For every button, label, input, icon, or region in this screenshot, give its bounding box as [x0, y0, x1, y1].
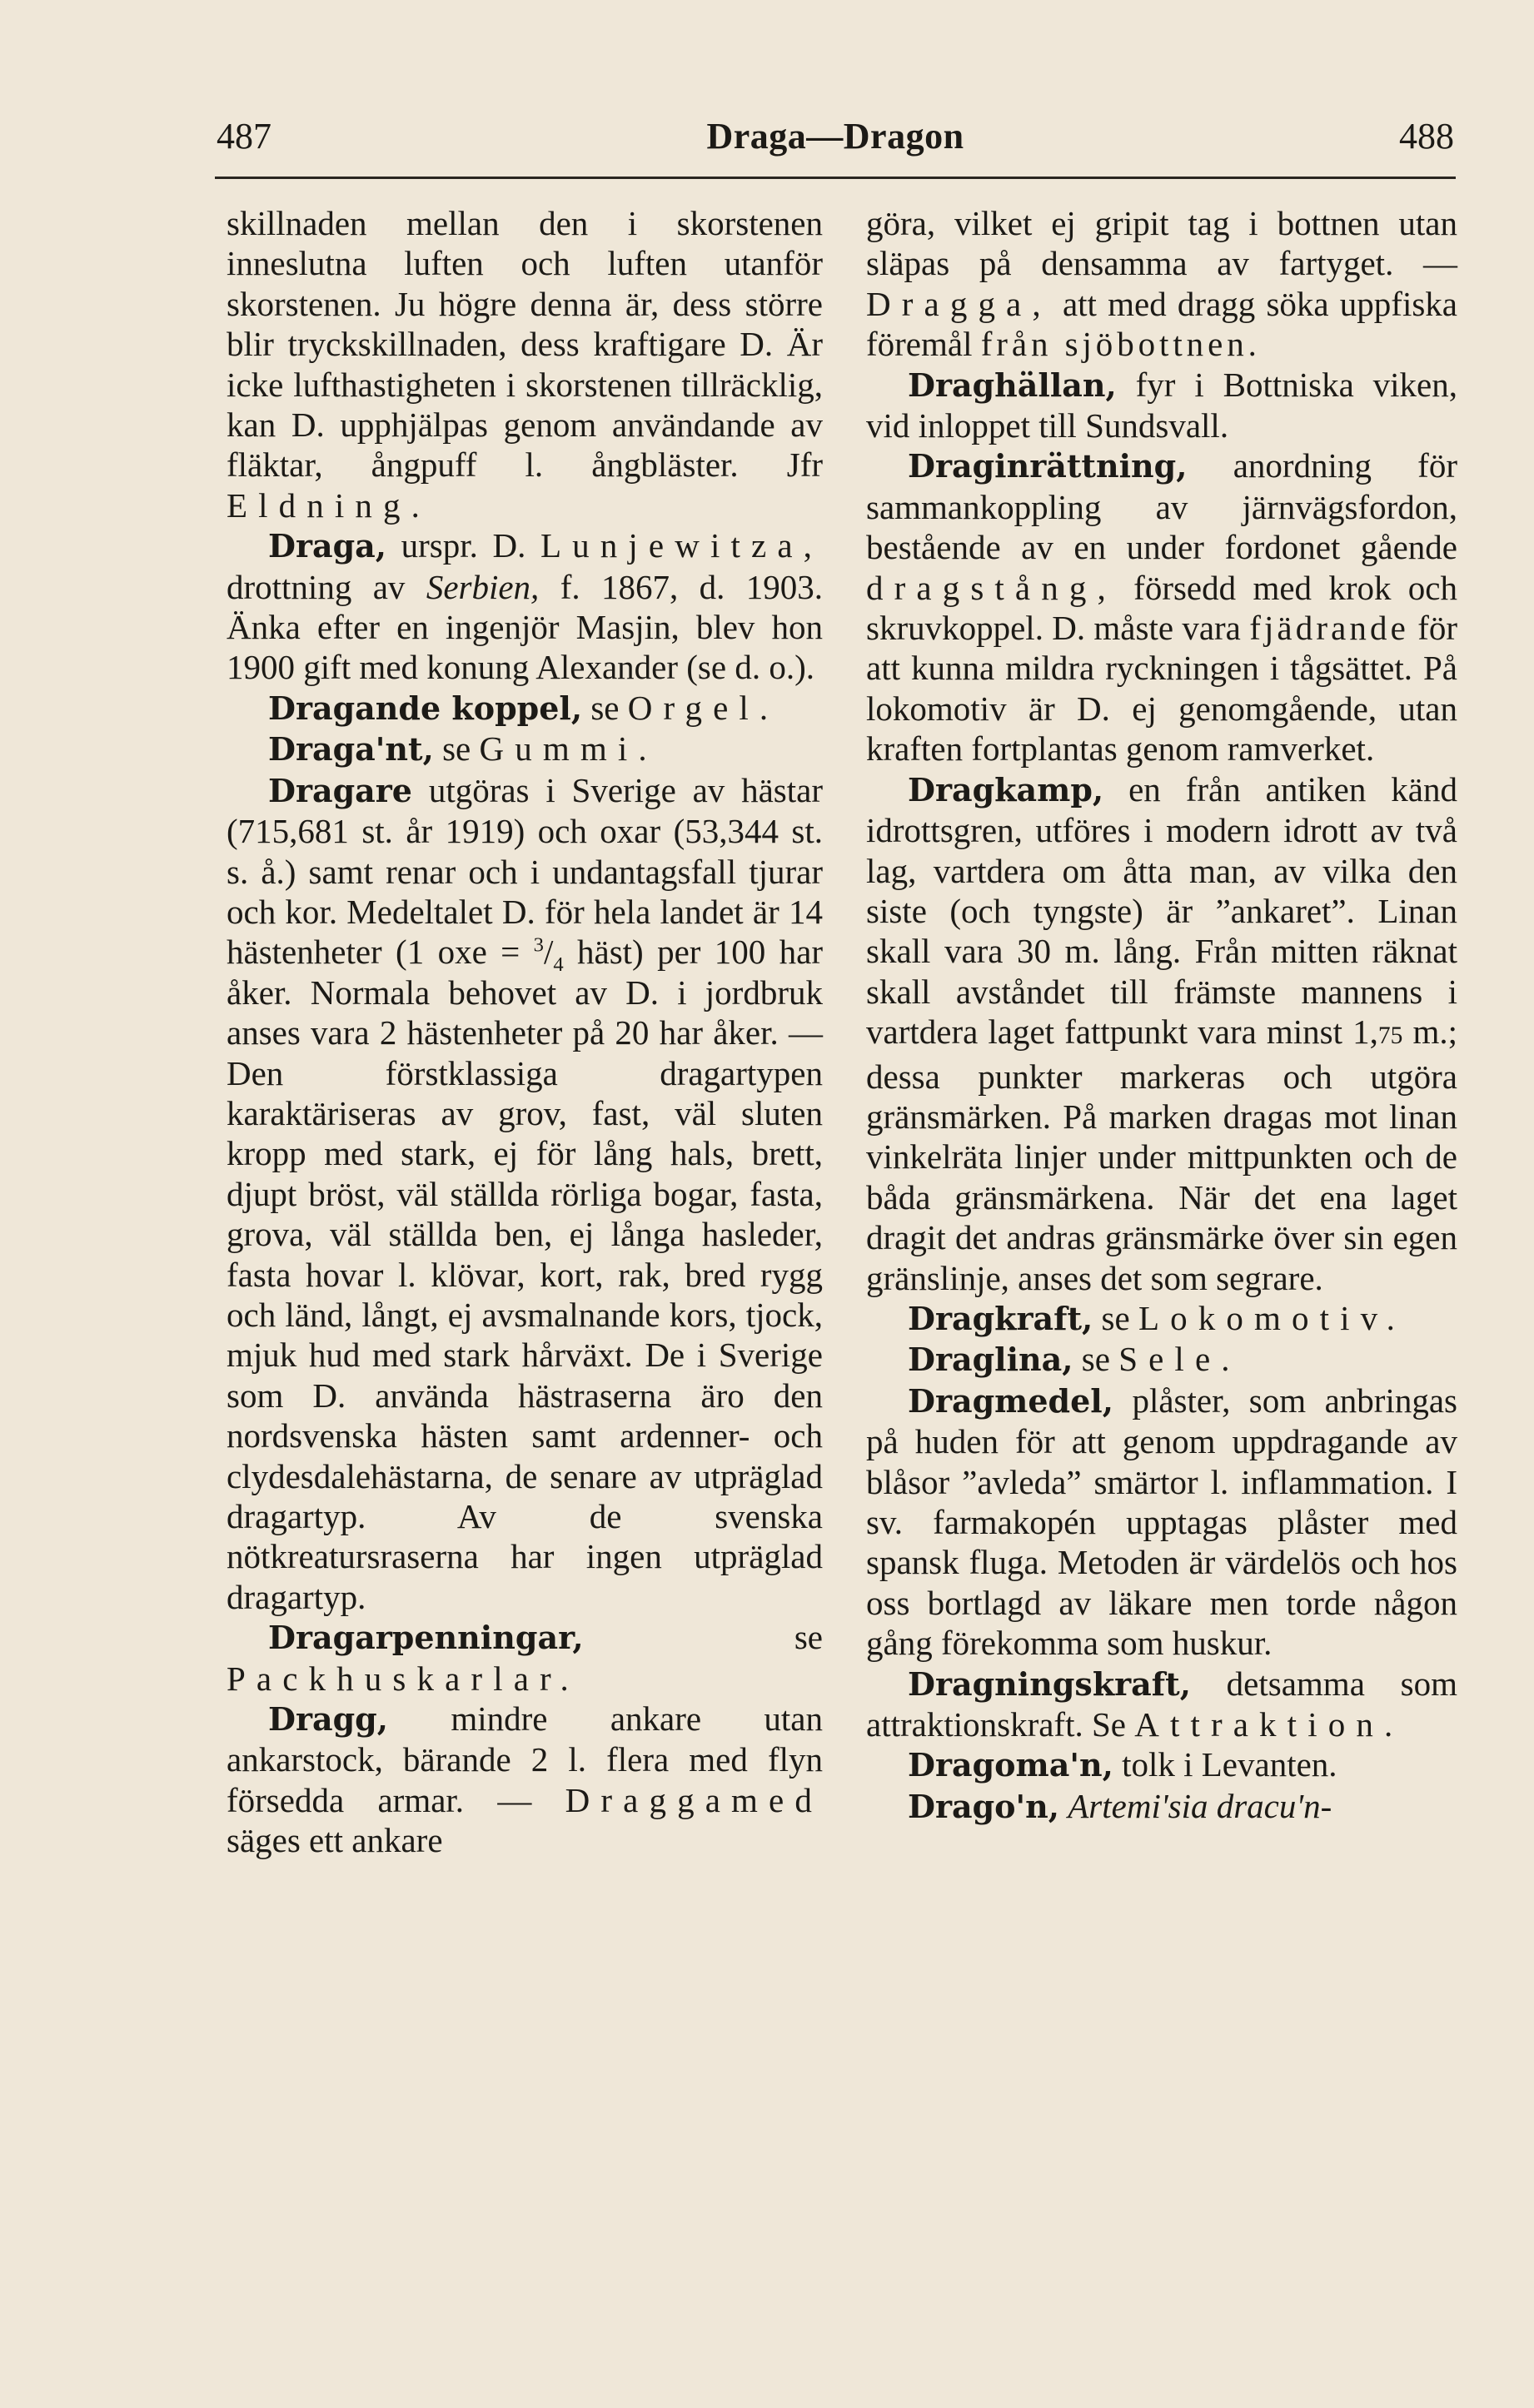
header-rule: [215, 177, 1456, 179]
headword: Dragningskraft,: [908, 1664, 1191, 1703]
entry-dragare: Dragare utgöras i Sverige av hästar (715,681 st. år 1919) och oxar (53,344 st. s. å.) samt renar och i undantagsfall tjurar och kor. Medeltalet D. för hela landet är 14 hästenheter (1 oxe = $^3/_4$ häst) per 100 har åker. Normala behovet av D. i jordbruk anses vara 2 hästenheter på 20 har åker. — Den förstklassiga dragartypen karaktäriseras av grov, fast, väl sluten kropp med stark, ej för lång hals, brett, djupt bröst, väl ställda rörliga bogar, fasta, grova, väl ställda ben, ej långa hasleder, fasta hovar l. klövar, kort, rak, bred rygg och länd, långt, ej avsmalnande kors, tjock, mjuk hud med stark hårväxt. De i Sverige som D. använda hästraserna äro den nordsvenska hästen samt ardenner- och clydesdalehästarna, de senare av utpräglad dragartyp. Av de svenska nötkreatursraserna har ingen utpräglad dragartyp.: [227, 770, 824, 1616]
spaced-term: från sjöbottnen.: [980, 325, 1261, 364]
entry-dragkamp: Dragkamp, en från antiken känd idrottsgren, utföres i modern idrott av två lag, vartdera om åtta man, av vilka den siste (och tyngste) är ”ankaret”. Linan skall vara 30 m. lång. Från mitten räknat skall avståndet till främste mannens i vartdera laget fattpunkt vara minst 1,75 m.; dessa punkter markeras och utgöra gränsmärken. På marken dragas mot linan vinkelräta linjer under mittpunkten och de båda gränsmärkena. När det ena laget dragit det andras gränsmärke över sin egen gränslinje, anses det som segrare.: [866, 769, 1458, 1297]
headword: Dragkamp,: [908, 770, 1104, 808]
headword: Draga,: [268, 527, 387, 565]
spaced-term: fjädrande: [1249, 609, 1409, 648]
left-column: [227, 203, 823, 1861]
entry-draglina: Draglina, se Sele.: [908, 1340, 1241, 1379]
cross-reference: Packhuskarlar.: [227, 1659, 580, 1698]
entry-draga: Draga, urspr. D. Lunjewitza, drottning av Serbien, f. 1867, d. 1903. Änka efter en ingenjör Masjin, blev hon 1900 gift med konung Alexander (se d. o.).: [227, 526, 824, 687]
headword: Dragmedel,: [908, 1381, 1113, 1420]
right-column: [866, 203, 1457, 1827]
spaced-term: Dragga,: [866, 284, 1052, 323]
cross-reference: Gummi.: [479, 729, 658, 769]
headword: Draglina,: [908, 1341, 1073, 1379]
cross-reference: Orgel.: [627, 688, 779, 727]
fraction-numerator: 3: [533, 933, 544, 957]
headword: Drago'n,: [908, 1787, 1060, 1825]
entry-dragande-koppel: Dragande koppel, se Orgel.: [268, 688, 779, 727]
entry-draginrattning: Draginrättning, anordning för sammankoppling av järnvägsfordon, bestående av en under fordonet gående dragstång, försedd med krok och skruvkoppel. D. måste vara fjädrande för att kunna mildra ryckningen i tågsättet. På lokomotiv är D. ej genomgående, utan kraften fortplantas genom ramverket.: [866, 446, 1457, 769]
cross-reference: Sele.: [1118, 1340, 1241, 1379]
headword: Dragg,: [268, 1700, 388, 1739]
headword: Dragoma'n,: [908, 1746, 1113, 1784]
cross-reference: Lokomotiv.: [1138, 1298, 1406, 1337]
spaced-term: dragstång,: [866, 568, 1117, 607]
entry-continuation: skillnaden mellan den i skorstenen inneslutna luften och luften utanför skorstenen. Ju högre denna är, dess större blir tryckskillnaden, dess kraftigare D. Är icke lufthastigheten i skorstenen tillräcklig, kan D. upphjälpas genom användande av fläktar, ångpuff l. ångbläster. Jfr Eldning.: [227, 204, 823, 525]
italic-place: Serbien,: [426, 567, 540, 606]
entry-dragon: [866, 1786, 1457, 1827]
entry-draghallan: Draghällan, fyr i Bottniska viken, vid inloppet till Sundsvall.: [866, 365, 1457, 445]
entry-dragmedel: Dragmedel, plåster, som anbringas på huden för att genom uppdragande av blåsor ”avleda” smärtor l. inflammation. I sv. farmakopén upptagas plåster med spansk fluga. Metoden är värdelös och hos oss bortlagd av läkare men torde någon gång förekomma som huskur.: [866, 1381, 1458, 1663]
headword: Dragkraft,: [908, 1299, 1093, 1337]
entry-continuation: göra, vilket ej gripit tag i bottnen utan släpas på densamma av fartyget. — Dragga, att med dragg söka uppfiska föremål från sjöbottnen.: [866, 204, 1457, 364]
headword: Dragande koppel,: [268, 689, 583, 727]
page-header: [215, 115, 1456, 165]
headword: Draga'nt,: [268, 730, 434, 769]
entry-dragoman: Dragoma'n, tolk i Levanten.: [908, 1745, 1337, 1784]
page-number-right: 488: [1399, 116, 1454, 157]
small-digits: 75: [1377, 1022, 1403, 1050]
spaced-name: Lunjewitza,: [540, 526, 824, 565]
entry-dragg: Dragg, mindre ankare utan ankarstock, bärande 2 l. flera med flyn försedda armar. — Draggamed säges ett ankare: [227, 1699, 824, 1860]
headword: Dragarpenningar,: [268, 1619, 584, 1657]
fraction-denominator: 4: [553, 953, 564, 977]
page-number-left: 487: [217, 116, 271, 157]
headword: Draginrättning,: [908, 447, 1188, 485]
running-title: Draga—Dragon: [706, 116, 964, 157]
entry-dragkraft: Dragkraft, se Lokomotiv.: [908, 1298, 1406, 1337]
spaced-term: Draggamed: [565, 1780, 823, 1819]
cross-reference: Attraktion.: [1134, 1705, 1404, 1744]
entry-dragningskraft: Dragningskraft, detsamma som attraktionskraft. Se Attraktion.: [866, 1664, 1457, 1744]
entry-dragarpenningar: Dragarpenningar, se Packhuskarlar.: [227, 1618, 823, 1698]
cross-reference: Eldning.: [227, 485, 431, 525]
headword: Dragare: [268, 771, 412, 809]
italic-latin-name: Artemi'sia dracu'n-: [1068, 1786, 1332, 1825]
headword: Draghällan,: [908, 366, 1117, 404]
entry-dragant: Draga'nt, se Gummi.: [268, 729, 658, 769]
